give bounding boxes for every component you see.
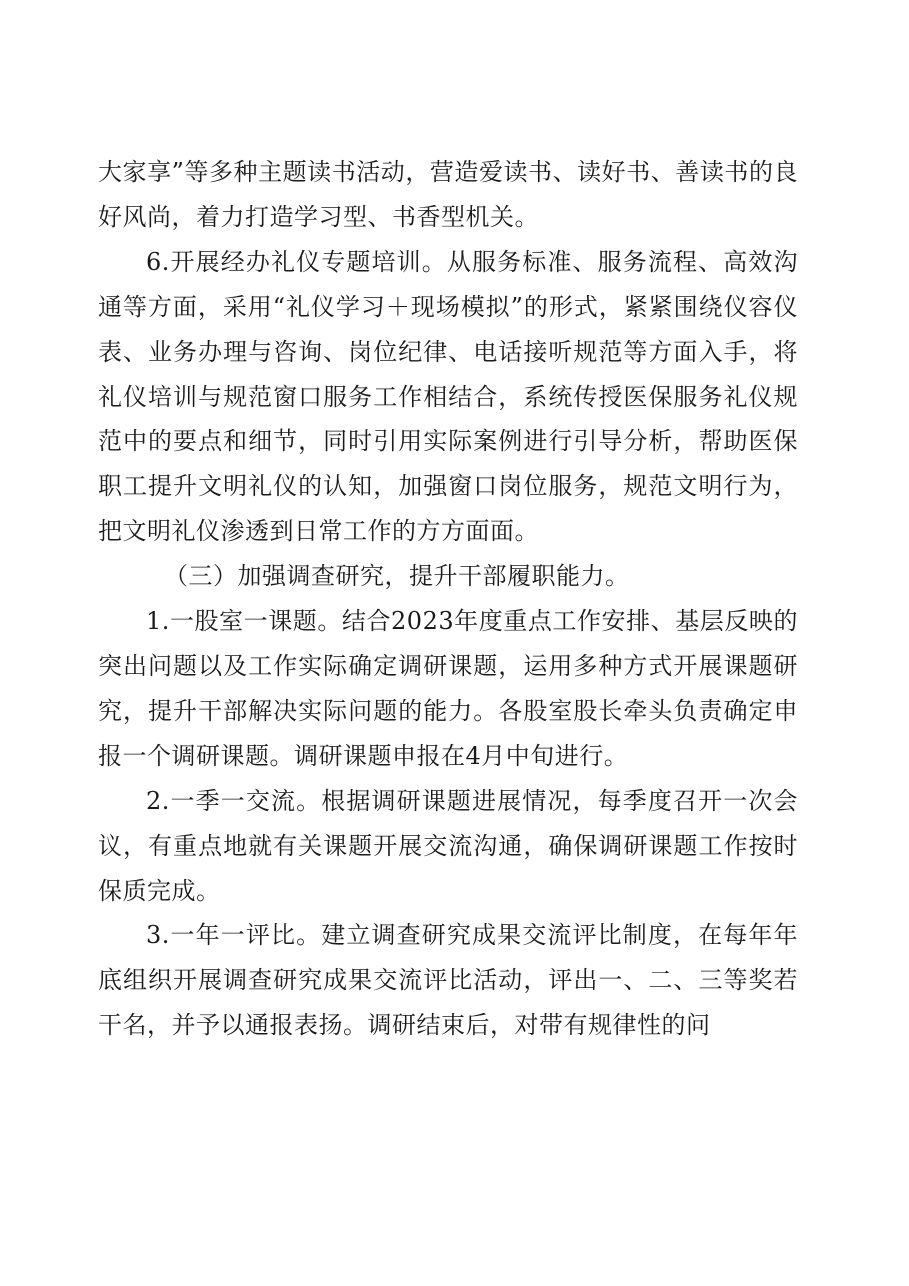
paragraph-continuation: 大家享”等多种主题读书活动，营造爱读书、读好书、善读书的良好风尚，着力打造学习型、书香型机关。 [98, 158, 798, 231]
document-body [98, 150, 798, 1048]
paragraph-item-6-etiquette-training: 6.开展经办礼仪专题培训。从服务标准、服务流程、高效沟通等方面，采用“礼仪学习＋现场模拟”的形式，紧紧围绕仪容仪表、业务办理与咨询、岗位纪律、电话接听规范等方面入手，将礼仪培训与规范窗口服务工作相结合，系统传授医保服务礼仪规范中的要点和细节，同时引用实际案例进行引导分析，帮助医保职工提升文明礼仪的认知，加强窗口岗位服务，规范文明行为，把文明礼仪渗透到日常工作的方方面面。 [98, 247, 798, 546]
paragraph-item-3-annual-evaluation: 3.一年一评比。建立调查研究成果交流评比制度，在每年年底组织开展调查研究成果交流评比活动，评出一、二、三等奖若干名，并予以通报表扬。调研结束后，对带有规律性的问 [98, 921, 798, 1040]
paragraph-item-2-quarterly-exchange: 2.一季一交流。根据调研课题进展情况，每季度召开一次会议，有重点地就有关课题开展交流沟通，确保调研课题工作按时保质完成。 [98, 786, 798, 905]
paragraph-item-1-one-topic: 1.一股室一课题。结合2023年度重点工作安排、基层反映的突出问题以及工作实际确定调研课题，运用多种方式开展课题研究，提升干部解决实际问题的能力。各股室股长牵头负责确定申报一个调研课题。调研课题申报在4月中旬进行。 [98, 607, 798, 770]
section-heading-3-research: （三）加强调查研究，提升干部履职能力。 [164, 562, 630, 591]
